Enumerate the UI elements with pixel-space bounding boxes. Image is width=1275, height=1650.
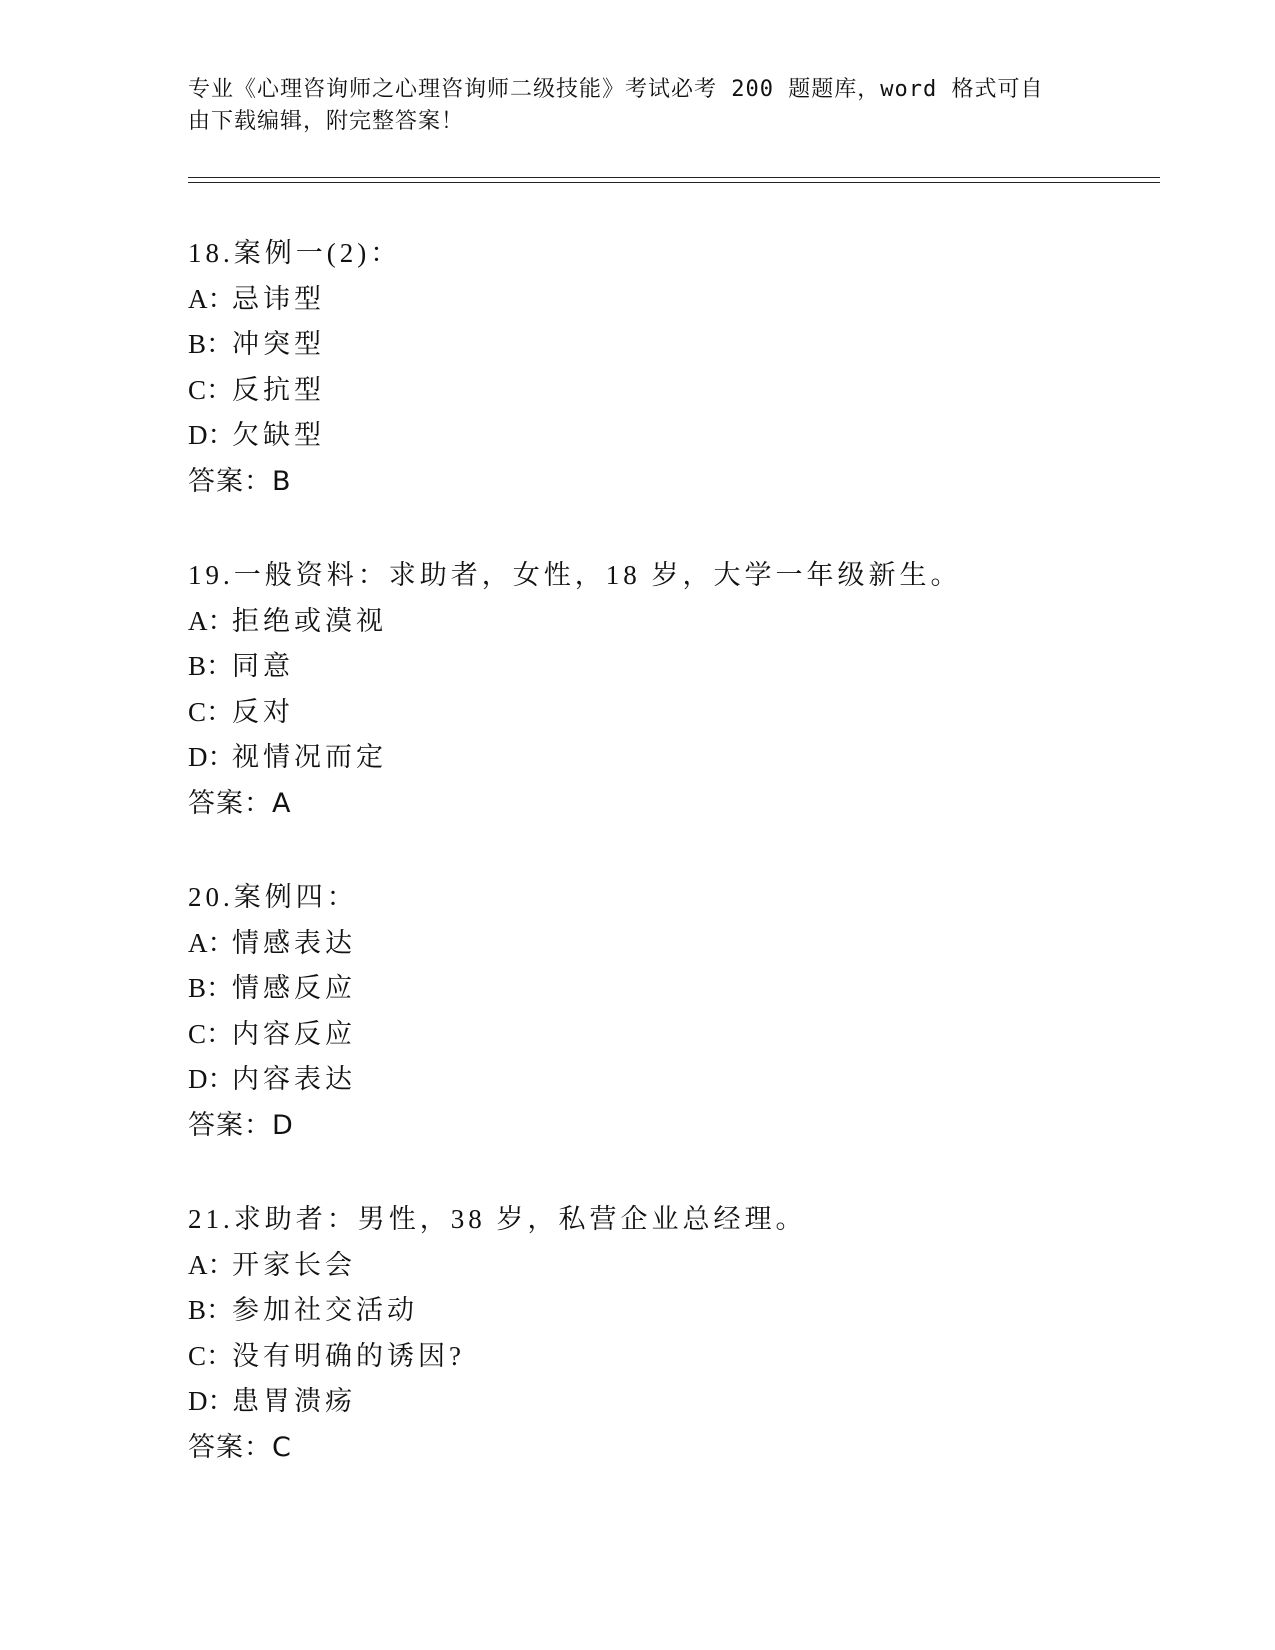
option-letter: B： — [188, 651, 234, 682]
option-letter: D： — [188, 1064, 235, 1095]
option-letter: D： — [188, 420, 235, 451]
option-text: 反对 — [232, 696, 294, 727]
option-text: 情感反应 — [232, 973, 356, 1004]
option-a — [188, 1243, 1148, 1289]
option-letter: D： — [188, 742, 235, 773]
option-c — [188, 1334, 1148, 1380]
option-text: 参加社交活动 — [232, 1295, 418, 1326]
option-text: 视情况而定 — [232, 742, 387, 773]
option-letter: B： — [188, 973, 234, 1004]
option-d — [188, 1379, 1148, 1425]
question-19 — [188, 553, 1148, 827]
header-divider-top — [188, 177, 1160, 178]
option-b — [188, 322, 1148, 368]
option-text: 内容表达 — [232, 1064, 356, 1095]
option-text: 同意 — [232, 651, 294, 682]
option-text: 拒绝或漠视 — [232, 605, 387, 636]
option-text: 冲突型 — [232, 329, 325, 360]
option-text: 情感表达 — [232, 927, 356, 958]
option-letter: B： — [188, 329, 234, 360]
option-letter: C： — [188, 374, 234, 405]
option-b — [188, 966, 1148, 1012]
option-letter: A： — [188, 927, 235, 958]
option-text: 忌讳型 — [232, 283, 325, 314]
option-text: 反抗型 — [232, 374, 325, 405]
option-text: 患胃溃疡 — [232, 1386, 356, 1417]
option-letter: A： — [188, 605, 235, 636]
option-a — [188, 921, 1148, 967]
question-stem: 19.一般资料：求助者，女性，18 岁，大学一年级新生。 — [188, 560, 962, 590]
option-letter: C： — [188, 1340, 234, 1371]
option-b — [188, 1288, 1148, 1334]
header-line-1: 专业《心理咨询师之心理咨询师二级技能》考试必考 200 题题库，word 格式可自 — [188, 77, 1044, 102]
question-21 — [188, 1197, 1148, 1471]
option-b — [188, 644, 1148, 690]
answer-line: 答案：A — [188, 787, 292, 819]
option-text: 内容反应 — [232, 1018, 356, 1049]
option-letter: D： — [188, 1386, 235, 1417]
option-letter: A： — [188, 283, 235, 314]
question-20 — [188, 875, 1148, 1149]
answer-line: 答案：C — [188, 1431, 292, 1463]
option-text: 没有明确的诱因? — [232, 1340, 465, 1371]
option-text: 欠缺型 — [232, 420, 325, 451]
answer-line: 答案：B — [188, 465, 292, 497]
option-c — [188, 690, 1148, 736]
question-18 — [188, 231, 1148, 505]
option-d — [188, 1057, 1148, 1103]
option-c — [188, 368, 1148, 414]
option-d — [188, 735, 1148, 781]
option-letter: C： — [188, 1018, 234, 1049]
option-text: 开家长会 — [232, 1249, 356, 1280]
header-line-2: 由下载编辑，附完整答案！ — [188, 109, 465, 134]
option-d — [188, 413, 1148, 459]
question-stem: 18.案例一(2)： — [188, 238, 402, 268]
document-header — [188, 74, 1068, 138]
option-a — [188, 599, 1148, 645]
option-letter: A： — [188, 1249, 235, 1280]
option-letter: B： — [188, 1295, 234, 1326]
question-stem: 20.案例四： — [188, 882, 358, 912]
option-a — [188, 277, 1148, 323]
option-letter: C： — [188, 696, 234, 727]
option-c — [188, 1012, 1148, 1058]
answer-line: 答案：D — [188, 1109, 294, 1141]
question-stem: 21.求助者：男性，38 岁，私营企业总经理。 — [188, 1204, 807, 1234]
header-divider-bottom — [188, 182, 1160, 183]
